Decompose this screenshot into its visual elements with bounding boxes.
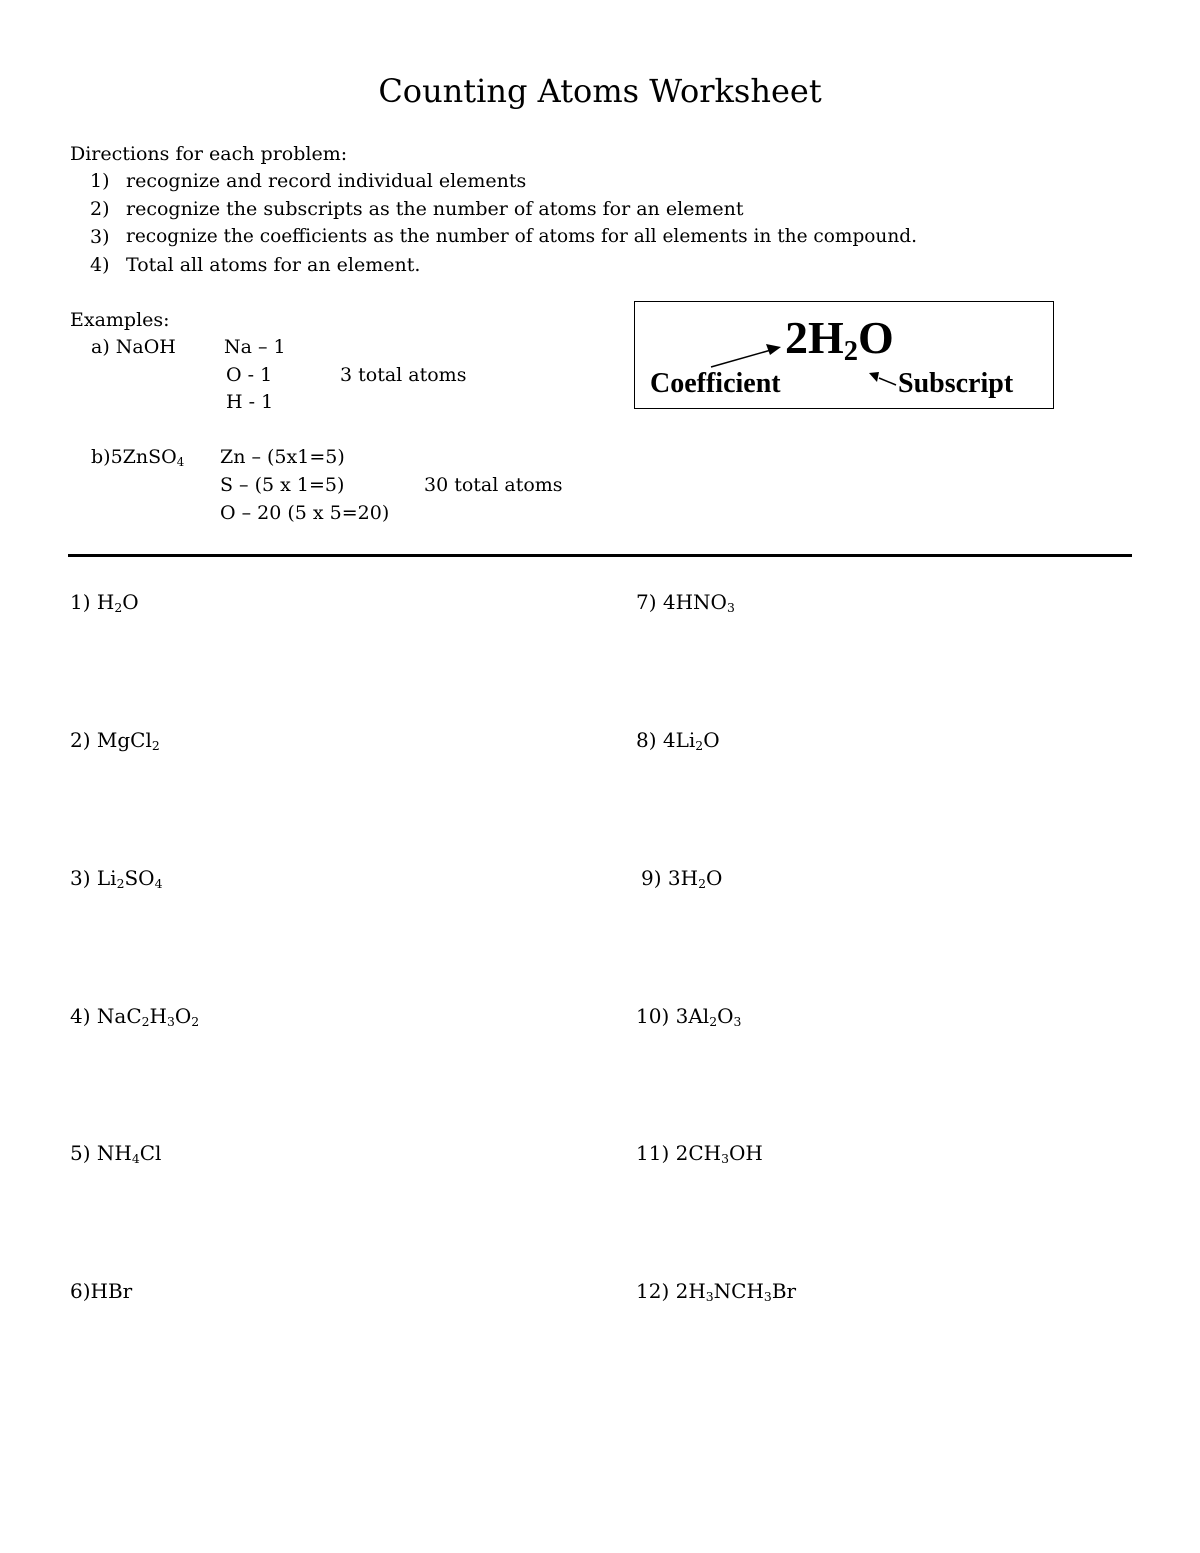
diagram-formula: $2H_2O$ [785,312,894,368]
example-b-line-1: Zn – (5x1=5) [220,446,345,468]
formula-subscript: 3 [721,1151,729,1167]
formula-text: NH [96,1141,132,1165]
problem-formula [97,728,160,752]
problem-number: 2) [70,728,97,752]
problem-formula [97,1004,199,1028]
formula-subscript: 2 [191,1014,200,1030]
direction-step-1-num: 1) [90,170,110,192]
problem-number: 1) [70,590,97,614]
formula-text: HBr [90,1279,133,1303]
formula-text: Br [771,1279,797,1303]
formula-subscript: 2 [141,1014,150,1030]
formula-subscript: 3 [726,600,735,616]
example-a-label: a) NaOH [91,336,176,358]
problem-12 [636,1279,796,1303]
formula-subscript: 2 [114,600,123,616]
problem-number: 6) [70,1279,91,1303]
coefficient-subscript-diagram [634,301,1054,409]
problem-5 [70,1141,161,1165]
formula-subscript: 4 [131,1151,140,1167]
problem-10 [636,1004,741,1028]
example-a-line-1: Na – 1 [224,336,286,358]
formula-text: O [705,866,723,890]
subscript-label: Subscript [898,368,1014,399]
example-a-line-2: O - 1 [226,364,273,386]
formula-text: 2H [675,1279,706,1303]
example-b-label: b)5ZnSO$_4$ [91,446,185,469]
formula-text: Li [96,866,117,890]
direction-step-3-num: 3) [90,226,110,248]
formula-text: Cl [139,1141,162,1165]
coefficient-arrow-head [766,344,781,355]
problem-number: 8) [636,728,663,752]
problem-formula [676,1279,796,1303]
formula-text: NCH [713,1279,764,1303]
formula-subscript: 2 [151,738,160,754]
problem-number: 12) [636,1279,676,1303]
problem-formula [663,728,720,752]
direction-step-1: recognize and record individual elements [126,170,527,192]
formula-text: O [174,1004,192,1028]
problem-9 [641,866,722,890]
subscript-arrow-shaft [879,378,896,385]
formula-text: H [96,590,115,614]
problem-2 [70,728,160,752]
problem-3 [70,866,162,890]
problem-number: 10) [636,1004,676,1028]
direction-step-2: recognize the subscripts as the number of atoms for an element [126,198,744,220]
problem-11 [636,1141,763,1165]
formula-text: 3Al [675,1004,710,1028]
formula-subscript: 3 [705,1289,714,1305]
problem-1 [70,590,139,614]
example-a-total: 3 total atoms [340,364,467,386]
problem-number: 4) [70,1004,97,1028]
example-b-line-2: S – (5 x 1=5) [220,474,345,496]
directions-heading: Directions for each problem: [70,143,348,165]
subscript-arrow-head [869,372,879,382]
example-b-total: 30 total atoms [424,474,563,496]
coefficient-arrow-shaft [711,350,771,367]
formula-text: NaC [96,1004,142,1028]
problem-8 [636,728,720,752]
formula-text: O [703,728,720,752]
formula-subscript: 4 [154,876,163,892]
problem-formula [668,866,722,890]
coefficient-label: Coefficient [650,368,781,399]
formula-text: OH [728,1141,763,1165]
problem-number: 11) [636,1141,676,1165]
direction-step-4: Total all atoms for an element. [126,254,421,276]
formula-text: 2CH [675,1141,722,1165]
example-b-line-3: O – 20 (5 x 5=20) [220,502,390,524]
formula-subscript: 2 [709,1014,718,1030]
formula-text: O [717,1004,734,1028]
problem-formula [97,1141,162,1165]
problem-number: 7) [636,590,663,614]
problem-number: 3) [70,866,97,890]
formula-subscript: 2 [695,738,704,754]
formula-text: 4Li [662,728,696,752]
formula-text: H [149,1004,167,1028]
examples-heading: Examples: [70,309,170,331]
formula-text: SO [124,866,155,890]
formula-text: O [122,590,139,614]
direction-step-2-num: 2) [90,198,110,220]
page-title: Counting Atoms Worksheet [378,72,822,110]
problem-4 [70,1004,199,1028]
problem-formula [663,590,735,614]
problem-formula [676,1141,763,1165]
problem-formula [97,590,139,614]
formula-text: 3H [667,866,699,890]
problem-number: 9) [641,866,668,890]
formula-subscript: 3 [763,1289,772,1305]
problem-number: 5) [70,1141,97,1165]
formula-text: MgCl [96,728,152,752]
direction-step-4-num: 4) [90,254,110,276]
problem-formula [91,1279,133,1303]
formula-text: 4HNO [662,590,727,614]
example-a-line-3: H - 1 [226,391,274,413]
formula-subscript: 2 [698,876,706,892]
formula-subscript: 3 [166,1014,175,1030]
problem-formula [676,1004,742,1028]
problem-6 [70,1279,132,1303]
formula-subscript: 2 [116,876,125,892]
diagram-arrows [635,302,1055,410]
problem-7 [636,590,735,614]
section-divider [68,554,1132,557]
problem-formula [97,866,163,890]
formula-subscript: 3 [733,1014,742,1030]
direction-step-3: recognize the coefficients as the number of atoms for all elements in the compound. [126,226,917,247]
